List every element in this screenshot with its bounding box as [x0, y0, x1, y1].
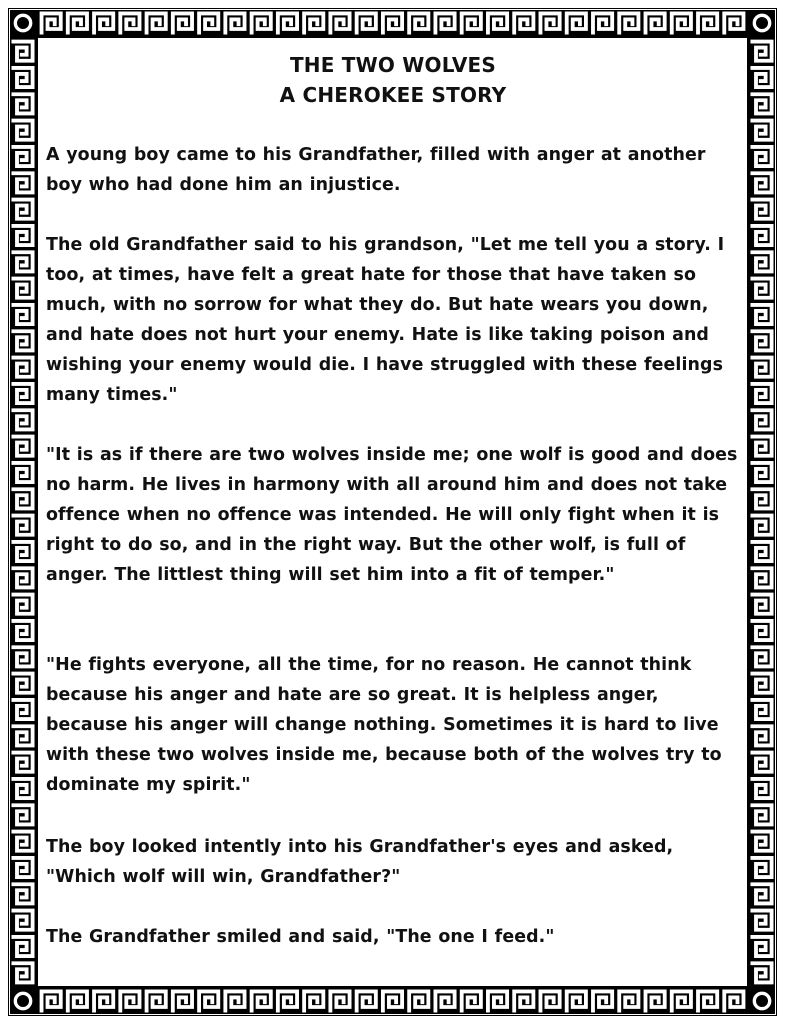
- paragraph-2: The old Grandfather said to his grandson, "Let me tell you a story. I too, at times, have felt a great hate for those that have taken so much, with no sorrow for what they do. But hate wears you down, and hate does not hurt your enemy. Hate is like taking poison and wishing your enemy would die. I have struggled with these feelings many times.": [46, 235, 725, 405]
- paragraph-6: The Grandfather smiled and said, "The one I feed.": [46, 927, 555, 947]
- story-page: [46, 46, 740, 978]
- paragraph-3: "It is as if there are two wolves inside me; one wolf is good and does no harm. He lives in harmony with all around him and does not take offence when no offence was intended. He will only fight when it is right to do so, and in the right way. But the other wolf, is full of anger. The littlest thing will set him into a fit of temper.": [46, 445, 738, 585]
- paragraph-1: A young boy came to his Grandfather, filled with anger at another boy who had done him an injustice.: [46, 145, 706, 195]
- story-title: [46, 50, 740, 110]
- paragraph-5: The boy looked intently into his Grandfather's eyes and asked, "Which wolf will win, Grandfather?": [46, 837, 674, 887]
- title-line-1: THE TWO WOLVES: [289, 53, 497, 77]
- paragraph-4: "He fights everyone, all the time, for no reason. He cannot think because his anger and hate are so great. It is helpless anger, because his anger will change nothing. Sometimes it is hard to live with these two wolves inside me, because both of the wolves try to dominate my spirit.": [46, 655, 722, 795]
- title-line-2: A CHEROKEE STORY: [279, 83, 507, 107]
